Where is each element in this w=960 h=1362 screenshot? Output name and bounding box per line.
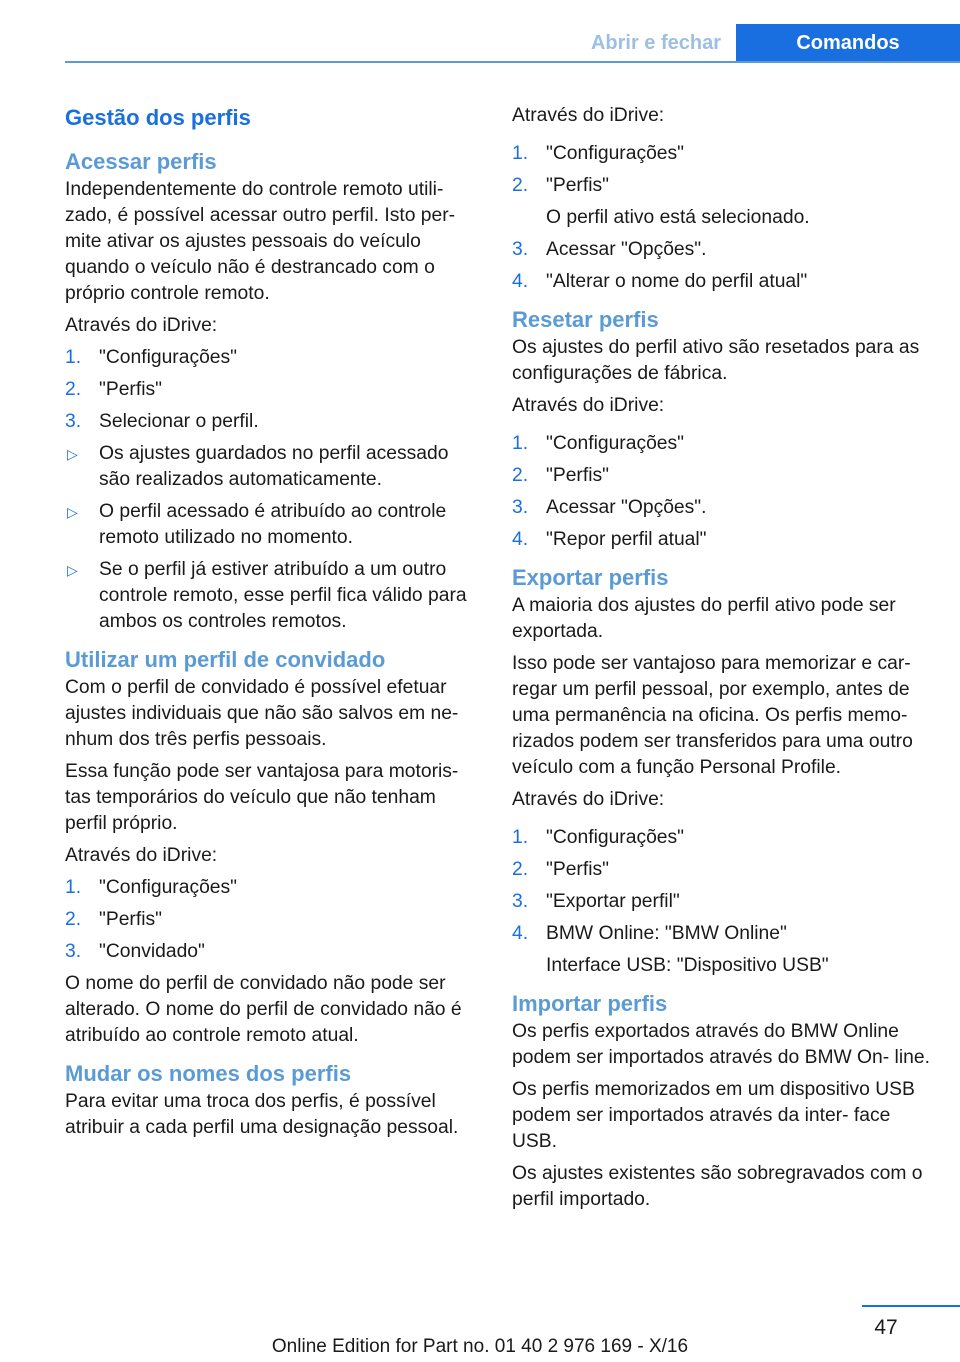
triangle-bullet-icon: ▷: [67, 562, 78, 578]
triangle-bullet-icon: ▷: [67, 504, 78, 520]
list-number: 1.: [65, 347, 82, 368]
paragraph: Os ajustes do perfil ativo são resetados para as configurações de fábrica.: [512, 337, 920, 384]
section-heading-exportar-perfis: Exportar perfis: [512, 565, 669, 590]
footer-divider: [862, 1305, 960, 1307]
right-column: [512, 100, 932, 1219]
list-item: 4. "Repor perfil atual": [512, 527, 932, 553]
paragraph: A maioria dos ajustes do perfil ativo pode ser exportada.: [512, 595, 896, 642]
paragraph: Através do iDrive:: [65, 315, 218, 336]
section-heading-resetar-perfis: Resetar perfis: [512, 307, 659, 332]
list-number: 2.: [65, 379, 82, 400]
edition-footer: Online Edition for Part no. 01 40 2 976 169 - X/16: [271, 1336, 689, 1357]
paragraph: O nome do perfil de convidado não pode ser alterado. O nome do perfil de convidado não é atribuído ao controle remoto atual.: [65, 973, 462, 1046]
list-item: 1. "Configurações": [512, 431, 932, 457]
section-heading-importar-perfis: Importar perfis: [512, 991, 668, 1016]
paragraph: Isso pode ser vantajoso para memorizar e car- regar um perfil pessoal, por exemplo, antes de uma permanência na oficina. Os perfis memo- rizados podem ser transferidos para uma outro veículo com a função Personal Profile.: [512, 653, 913, 778]
page-number: 47: [874, 1316, 898, 1339]
list-number: 3.: [65, 411, 82, 432]
paragraph: Os ajustes existentes são sobregravados com o perfil importado.: [512, 1163, 923, 1210]
tab-abrir-e-fechar[interactable]: Abrir e fechar: [590, 32, 722, 54]
paragraph: Os perfis exportados através do BMW Online podem ser importados através do BMW On- line.: [512, 1021, 930, 1068]
list-item: 2. "Perfis": [512, 463, 932, 489]
list-item: 3. "Convidado": [65, 939, 480, 965]
page-title: Gestão dos perfis: [65, 105, 251, 130]
numbered-list: [512, 431, 932, 553]
list-item: 2. "Perfis" O perfil ativo está selecionado.: [512, 173, 932, 231]
list-item: 4. "Alterar o nome do perfil atual": [512, 269, 932, 295]
paragraph: Através do iDrive:: [512, 105, 665, 126]
header-divider: [65, 61, 960, 63]
numbered-list: [512, 825, 932, 979]
list-item: 2. "Perfis": [65, 377, 480, 403]
list-number: 1.: [512, 143, 529, 164]
list-item: ▷ Os ajustes guardados no perfil acessado são realizados automaticamente.: [67, 443, 449, 490]
paragraph: Essa função pode ser vantajosa para motoris- tas temporários do veículo que não tenham perfil próprio.: [65, 761, 459, 834]
list-number: 2.: [65, 909, 82, 930]
list-item: ▷ Se o perfil já estiver atribuído a um outro controle remoto, esse perfil fica válido para ambos os controles remotos.: [67, 559, 467, 632]
list-item: 3. Acessar "Opções".: [512, 237, 932, 263]
paragraph: Com o perfil de convidado é possível efetuar ajustes individuais que não são salvos em ne- nhum dos três perfis pessoais.: [65, 677, 459, 750]
list-item: ▷ O perfil acessado é atribuído ao controle remoto utilizado no momento.: [67, 501, 447, 548]
list-number: 3.: [65, 941, 82, 962]
section-heading-mudar-nomes: Mudar os nomes dos perfis: [65, 1061, 352, 1086]
section-heading-acessar-perfis: Acessar perfis: [65, 149, 217, 174]
list-number: 1.: [65, 877, 82, 898]
list-item-note: O perfil ativo está selecionado.: [546, 207, 810, 228]
list-item: 1. "Configurações": [512, 825, 932, 851]
numbered-list: [65, 875, 480, 965]
paragraph: Através do iDrive:: [512, 395, 665, 416]
list-number: 1.: [512, 827, 529, 848]
list-item: 2. "Perfis": [65, 907, 480, 933]
list-number: 2.: [512, 175, 529, 196]
list-number: 4.: [512, 529, 529, 550]
tab-comandos[interactable]: Comandos: [736, 24, 960, 63]
list-item: 3. Acessar "Opções".: [512, 495, 932, 521]
list-number: 4.: [512, 271, 529, 292]
list-item: 3. "Exportar perfil": [512, 889, 932, 915]
list-number: 3.: [512, 891, 529, 912]
triangle-bullet-icon: ▷: [67, 446, 78, 462]
list-item: 2. "Perfis": [512, 857, 932, 883]
list-number: 2.: [512, 465, 529, 486]
paragraph: Os perfis memorizados em um dispositivo USB podem ser importados através da inter- face USB.: [512, 1079, 915, 1152]
list-item: 1. "Configurações": [65, 875, 480, 901]
list-item: 1. "Configurações": [65, 345, 480, 371]
numbered-list: [512, 141, 932, 295]
section-heading-perfil-convidado: Utilizar um perfil de convidado: [65, 647, 386, 672]
list-item: 4. BMW Online: "BMW Online" Interface USB: "Dispositivo USB": [512, 921, 932, 979]
list-number: 1.: [512, 433, 529, 454]
paragraph: Para evitar uma troca dos perfis, é possível atribuir a cada perfil uma designação pessoal.: [65, 1091, 459, 1138]
bullet-list: [65, 441, 480, 635]
paragraph: Independentemente do controle remoto utili- zado, é possível acessar outro perfil. Isto per- mite ativar os ajustes pessoais do veículo quando o veículo não é destrancado com o próprio controle remoto.: [65, 179, 456, 304]
numbered-list: [65, 345, 480, 435]
paragraph: Através do iDrive:: [65, 845, 218, 866]
list-number: 3.: [512, 497, 529, 518]
list-item: 1. "Configurações": [512, 141, 932, 167]
list-number: 2.: [512, 859, 529, 880]
list-number: 3.: [512, 239, 529, 260]
paragraph: Através do iDrive:: [512, 789, 665, 810]
left-column: [65, 100, 480, 1147]
list-number: 4.: [512, 923, 529, 944]
list-item-note: Interface USB: "Dispositivo USB": [546, 955, 829, 976]
list-item: 3. Selecionar o perfil.: [65, 409, 480, 435]
